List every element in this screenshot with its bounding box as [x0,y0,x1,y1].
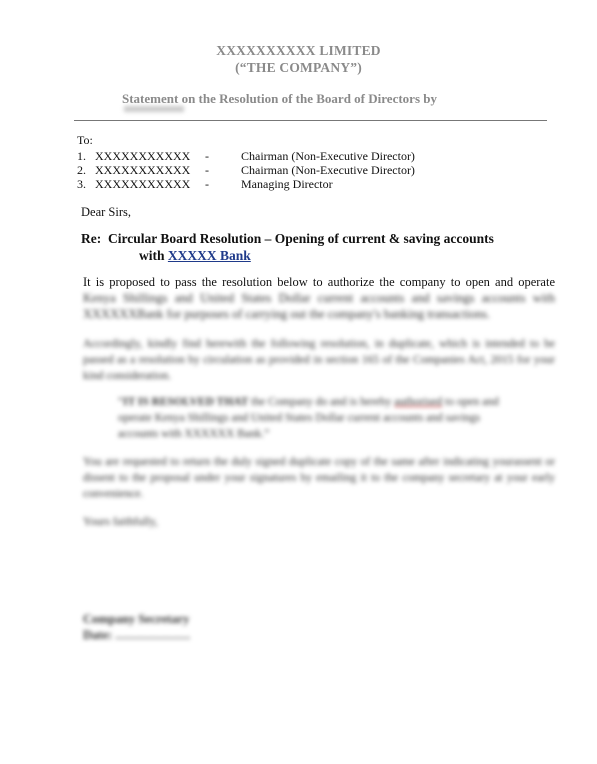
re-label: Re: [81,231,102,246]
paragraph-intro-text: It is proposed to pass the resolution below to authorize the company to open and operate [83,275,555,289]
statement-title-continuation [124,106,184,112]
addressee-number: 2. [77,163,86,177]
signatory: Company Secretary [83,612,190,626]
addressee-role: Managing Director [241,177,333,191]
paragraph-request: You are requested to return the duly signed duplicate copy of the same after indicating yourassent or dissent to the proposal under your signatures by emailing it to the company secretary at your early convenience. [83,456,555,500]
addressee-name: XXXXXXXXXXX [95,177,191,191]
quote-open: “ [118,396,124,408]
paragraph-accordingly: Accordingly, kindly find herewith the following resolution, in duplicate, which is intended to be passed as a resolution by circulation as provided in section 165 of the Companies Act, 2015 for your kind consideration. [83,338,555,382]
addressee-dash: - [205,149,209,163]
closing: Yours faithfully, [83,516,158,528]
addressee-number: 3. [77,177,86,191]
addressee-role: Chairman (Non-Executive Director) [241,163,415,177]
salutation: Dear Sirs, [81,205,131,219]
paragraph-intro-blurred: Kenya Shillings and United States Dollar current accounts and savings accounts with XXXXXXBank for purposes of carrying out the company's banking transactions. [83,291,555,321]
authorised-word: authorised [394,396,443,408]
quote-rest: to open and operate Kenya Shillings and United States Dollar current accounts and savings accounts with XXXXXX Bank.” [118,396,499,440]
bank-name-link[interactable]: XXXXX Bank [167,248,251,263]
header-divider [74,120,547,121]
addressee-name: XXXXXXXXXXX [95,163,191,177]
resolved-heading: IT IS RESOLVED THAT [123,396,249,408]
addressee-role: Chairman (Non-Executive Director) [241,149,415,163]
company-name: XXXXXXXXXX LIMITED [216,43,381,58]
addressee-number: 1. [77,149,86,163]
addressee-name: XXXXXXXXXXX [95,149,191,163]
paragraph-intro [83,274,555,322]
date-line: Date: ……………… [83,628,191,642]
quote-mid: the Company do and is hereby [248,396,395,408]
company-header [0,42,597,76]
addressee-dash: - [205,177,209,191]
subject-text: Circular Board Resolution – Opening of current & saving accounts [108,231,494,246]
to-label: To: [77,133,93,147]
subject-with: with [139,248,165,263]
resolution-quote [118,394,518,442]
statement-title: Statement on the Resolution of the Board of Directors by [122,91,437,106]
company-alias: (“THE COMPANY”) [235,60,362,75]
subject-line [81,230,494,264]
addressee-dash: - [205,163,209,177]
